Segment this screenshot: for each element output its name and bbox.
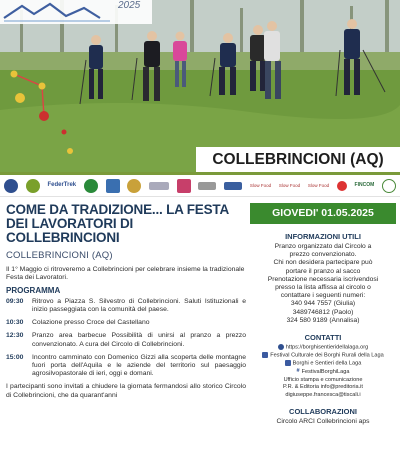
program-description: Colazione presso Croce del Castellano — [32, 319, 150, 327]
facebook-icon — [262, 352, 268, 358]
logo-year: 2025 — [118, 0, 141, 11]
slow-food-logo-2: Slow Food — [278, 183, 301, 188]
contacts-block — [250, 344, 396, 399]
fincom-logo: FINCOM — [354, 182, 375, 188]
hashtag-row — [250, 368, 396, 377]
municipality-crest-icon — [4, 179, 18, 193]
info-line: presso la lista affissa al circolo o — [275, 284, 371, 292]
location-banner: COLLEBRINCIONI (AQ) — [196, 147, 400, 172]
event-date: GIOVEDI' 01.05.2025 — [250, 203, 396, 224]
press-email[interactable]: P.R. & Editoria info@preditoria.it — [283, 384, 363, 391]
info-line: Pranzo organizzato dal Circolo a — [274, 243, 372, 250]
phone-giulia[interactable]: 340 944 7557 (Giulia) — [290, 300, 356, 308]
info-line: Prenotazione necessaria iscrivendosi — [267, 275, 379, 283]
program-time: 12:30 — [6, 332, 24, 340]
closing-text: I partecipanti sono invitati a chiudere la giornata fermandosi allo storico Circolo di Collebrincioni, che da quarant'anni — [6, 383, 246, 399]
region-logo-icon — [106, 179, 120, 193]
website-row[interactable] — [250, 344, 396, 352]
program-item — [6, 354, 246, 379]
info-line: prezzo convenzionato. — [289, 251, 357, 259]
program-description: Pranzo area barbecue Possibilità di unirsi al pranzo a prezzo convenzionato. A cura del Circolo di Collebrincioni. — [32, 332, 246, 348]
info-line: portare il pranzo al sacco — [285, 267, 361, 275]
program-heading: PROGRAMMA — [6, 285, 61, 295]
round-seal-logo-icon — [382, 179, 396, 193]
info-block — [250, 243, 396, 325]
collab-heading: COLLABORAZIONI — [289, 407, 357, 417]
event-title: COME DA TRADIZIONE... LA FESTA DEI LAVORATORI DI COLLEBRINCIONI — [6, 202, 229, 245]
sponsor-strip — [0, 175, 400, 197]
facebook-row-1[interactable] — [250, 352, 396, 360]
main-column — [6, 203, 246, 400]
collab-text: Circolo ARCI Collebrincioni aps — [276, 418, 370, 426]
info-line: Chi non desidera partecipare può — [273, 259, 373, 267]
program-description: Ritrovo a Piazza S. Silvestro di Collebrincioni. Saluti Istituzionali e inizio passeggiata con la comunità del paese. — [32, 297, 246, 314]
cube-logo-icon — [177, 179, 191, 193]
press-line: Ufficio stampa e comunicazione — [283, 376, 363, 383]
slow-food-logo-1: Slow Food — [249, 183, 272, 188]
info-column — [250, 203, 396, 426]
program-description: Incontro camminato con Domenico Gizzi alla scoperta delle montagne fuori porta dell'Aquila e le aziende del territorio sul paesaggio agrosilvopastorale di ieri, oggi e domani. — [32, 353, 246, 378]
event-location: COLLEBRINCIONI (AQ) — [6, 250, 113, 261]
info-heading: INFORMAZIONI UTILI — [285, 232, 361, 241]
facebook-page-2[interactable]: Borghi e Sentieri della Laga — [292, 360, 362, 367]
blue-logo-icon — [224, 182, 242, 190]
park-logo-icon — [84, 179, 98, 193]
program-item — [6, 319, 246, 327]
facebook-page-1[interactable]: Festival Culturale dei Borghi Rurali della Laga — [270, 352, 384, 359]
program-time: 09:30 — [6, 297, 24, 305]
green-circle-logo-icon — [26, 179, 40, 193]
phone-paolo[interactable]: 3489746812 (Paolo) — [292, 308, 354, 316]
hero-photo — [0, 0, 400, 172]
facebook-icon — [285, 360, 291, 366]
crest-logo-icon — [127, 179, 141, 193]
globe-icon — [278, 344, 284, 350]
program-list — [6, 298, 246, 379]
website-link[interactable]: https://borghisentieridellalaga.org — [285, 344, 369, 351]
contacts-heading: CONTATTI — [304, 333, 342, 343]
festival-logo — [0, 0, 152, 24]
program-time: 15:00 — [6, 353, 24, 361]
red-dot-logo-icon — [337, 181, 347, 191]
info-line: contattare i seguenti numeri: — [280, 292, 366, 300]
federtrek-logo: FederTrek — [47, 182, 77, 188]
intro-text: Il 1° Maggio ci ritroveremo a Collebrincioni per celebrare insieme la tradizionale Festa dei Lavoratori. — [6, 266, 245, 282]
press-email-2[interactable]: digiuseppe.francesca@tiscali.i — [285, 391, 361, 398]
program-time: 10:30 — [6, 319, 24, 327]
program-item — [6, 298, 246, 314]
slow-food-logo-3: Slow Food — [307, 183, 330, 188]
text-logo-icon — [198, 182, 216, 190]
phone-annalisa[interactable]: 324 580 9189 (Annalisa) — [286, 316, 360, 324]
hashtag-icon: # — [296, 367, 300, 374]
hashtag: FestivalBorghiLaga — [301, 369, 350, 376]
banner-logo-icon — [149, 182, 169, 190]
program-item — [6, 332, 246, 348]
mountain-logo-icon — [0, 0, 118, 24]
facebook-row-2[interactable] — [250, 360, 396, 368]
